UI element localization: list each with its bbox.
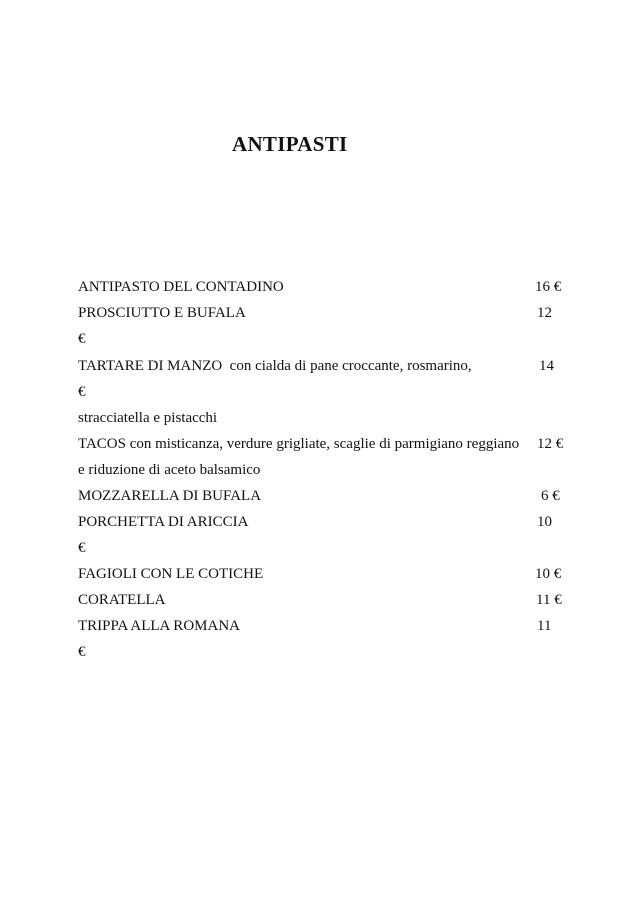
menu-line: € [78,540,86,556]
menu-price: 14 [539,358,554,374]
menu-line: TRIPPA ALLA ROMANA [78,618,240,634]
menu-line: TACOS con misticanza, verdure grigliate, scaglie di parmigiano reggiano [78,436,520,452]
menu-line: MOZZARELLA DI BUFALA [78,488,262,504]
menu-price: 12 € [537,436,564,452]
menu-price: 12 [537,305,552,321]
menu-line: € [78,331,86,347]
menu-line: CORATELLA [78,592,166,608]
menu-price: 16 € [535,279,562,295]
menu-line: ANTIPASTO DEL CONTADINO [78,279,284,295]
menu-line: € [78,644,86,660]
page-title: ANTIPASTI [232,132,348,156]
menu-line: € [78,384,86,400]
menu-line: e riduzione di aceto balsamico [78,462,261,478]
menu-line: stracciatella e pistacchi [78,410,218,426]
menu-price: 11 [537,618,552,634]
menu-price: 10 € [535,566,562,582]
menu-price: 11 € [536,592,562,608]
menu-price: 10 [537,514,552,530]
menu-price: 6 € [541,488,560,504]
menu-line: PROSCIUTTO E BUFALA [78,305,246,321]
menu-line: FAGIOLI CON LE COTICHE [78,566,264,582]
menu-line: TARTARE DI MANZO con cialda di pane croccante, rosmarino, [78,358,472,374]
menu-line: PORCHETTA DI ARICCIA [78,514,249,530]
